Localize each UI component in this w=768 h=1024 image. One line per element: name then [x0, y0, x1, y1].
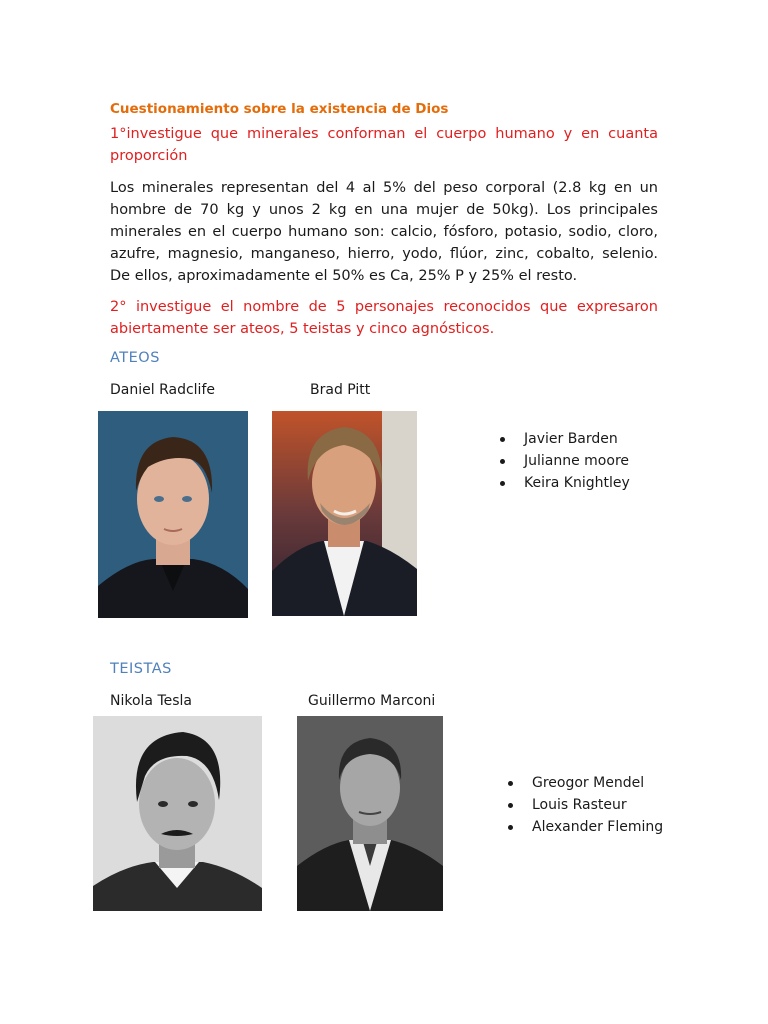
question-1: 1°investigue que minerales conforman el cuerpo humano y en cuanta proporción: [110, 126, 658, 164]
photo-guillermo-marconi: [297, 716, 443, 911]
photo-daniel-radcliffe: [98, 411, 248, 618]
list-item: Julianne moore: [500, 450, 630, 472]
list-item: Louis Rasteur: [508, 794, 663, 816]
person-name-marconi: Guillermo Marconi: [308, 693, 436, 709]
photo-nikola-tesla: [93, 716, 262, 911]
photo-brad-pitt: [272, 411, 417, 616]
answer-1-paragraph: Los minerales representan del 4 al 5% del peso corporal (2.8 kg en un hombre de 70 kg y unos 2 kg en una mujer de 50kg). Los principales minerales en el cuerpo humano son: calcio, fósforo, potasio, sodio, cloro, azufre, magnesio, manganeso, hierro, yodo, flúor, zinc, cobalto, selenio. De ellos, aproximadamente el 50% es Ca, 25% P y 25% el resto.: [110, 180, 658, 284]
section-heading-ateos: ATEOS: [110, 350, 160, 366]
list-item: Greogor Mendel: [508, 772, 663, 794]
person-name-tesla: Nikola Tesla: [110, 693, 193, 709]
question-2: 2° investigue el nombre de 5 personajes reconocidos que expresaron abiertamente ser ateos, 5 teistas y cinco agnósticos.: [110, 299, 658, 337]
teistas-list: [508, 772, 663, 838]
list-item: Keira Knightley: [500, 472, 630, 494]
document-title: Cuestionamiento sobre la existencia de Dios: [110, 101, 449, 117]
list-item: Javier Barden: [500, 428, 630, 450]
section-heading-teistas: TEISTAS: [110, 661, 172, 677]
ateos-list: [500, 428, 630, 494]
list-item: Alexander Fleming: [508, 816, 663, 838]
person-name-radcliffe: Daniel Radclife: [110, 382, 215, 398]
person-name-pitt: Brad Pitt: [310, 382, 371, 398]
